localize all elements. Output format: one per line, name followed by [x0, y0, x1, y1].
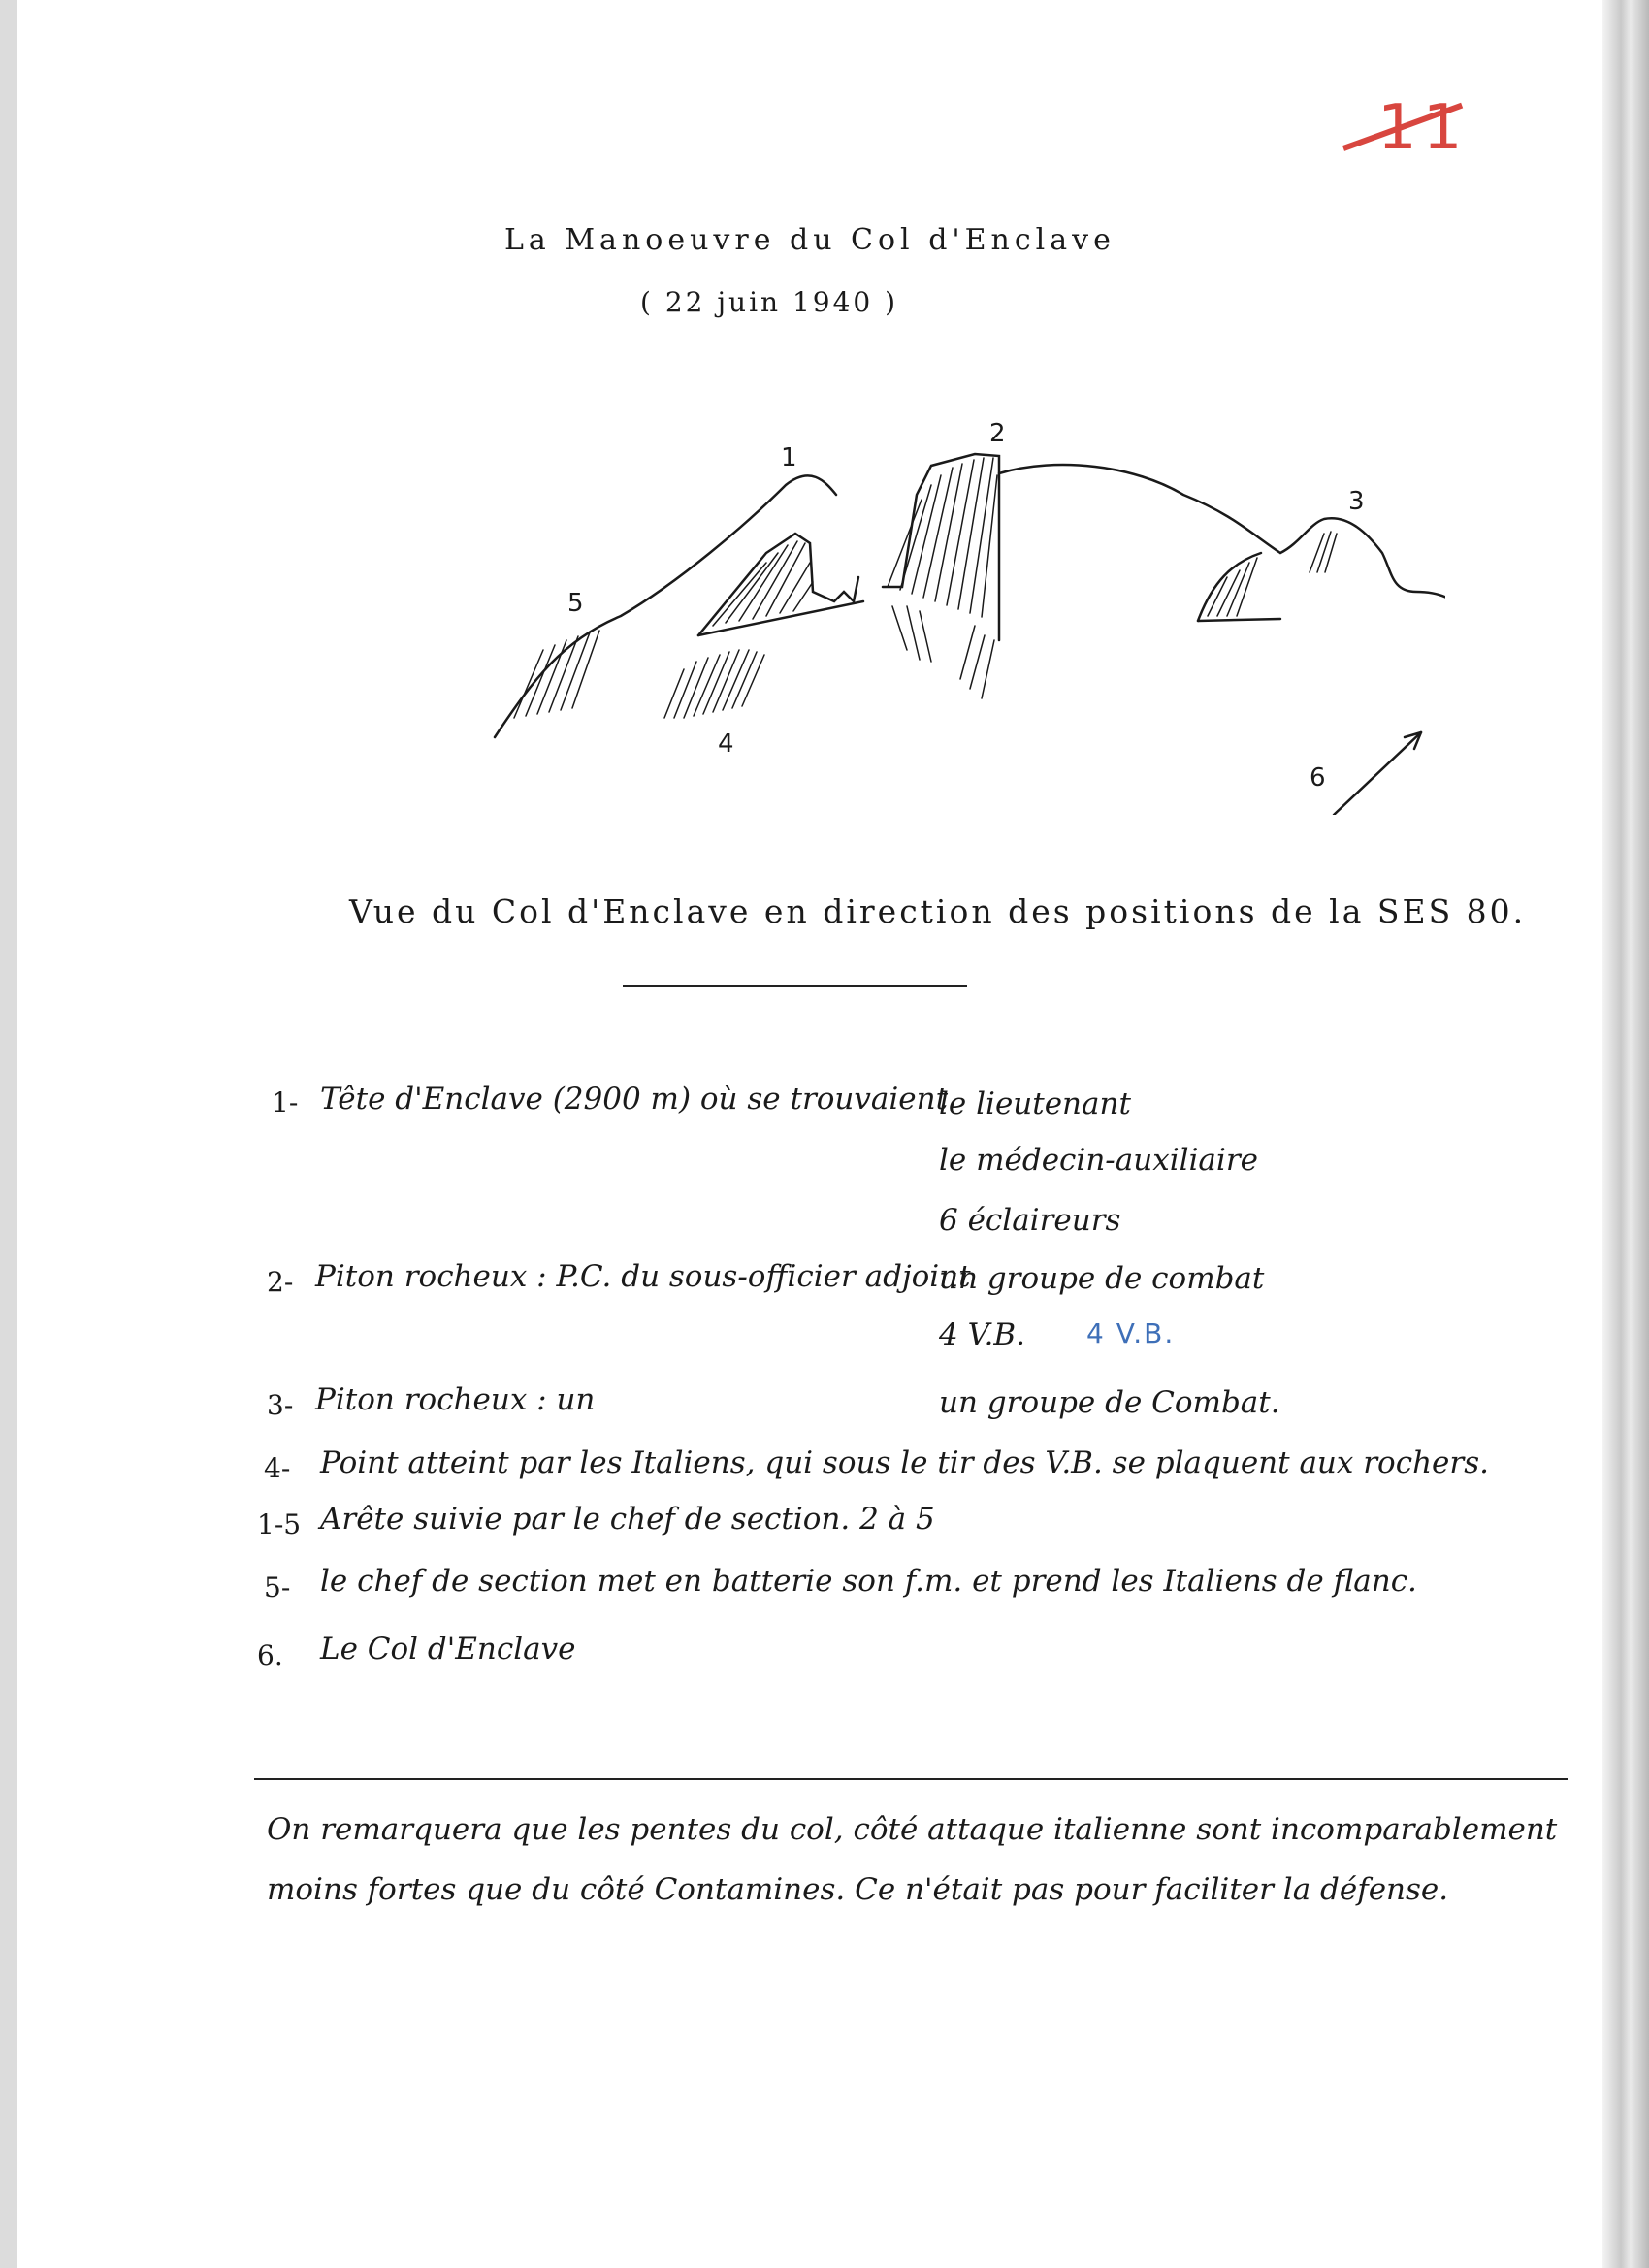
sketch-label-6: 6	[1310, 763, 1326, 793]
page-number: 11	[1377, 92, 1469, 164]
legend-text-1: Tête d'Enclave (2900 m) où se trouvaient	[320, 1082, 949, 1117]
legend-unit-2b: 4 V.B.	[939, 1317, 1026, 1352]
caption-divider	[623, 985, 967, 987]
scan-edge-right	[1602, 0, 1649, 2268]
remark-line-2: moins fortes que du côté Contamines. Ce n'était pas pour faciliter la défense.	[267, 1872, 1449, 1907]
legend-unit-3a: un groupe de Combat.	[939, 1385, 1280, 1420]
legend-number-1: 1-	[272, 1086, 299, 1118]
page-date: ( 22 juin 1940 )	[640, 286, 899, 318]
legend-text-1-5: Arête suivie par le chef de section. 2 à 5	[320, 1502, 935, 1537]
legend-note-2: 4 V.B.	[1086, 1317, 1176, 1349]
legend-number-1-5: 1-5	[257, 1508, 302, 1540]
legend-number-5: 5-	[264, 1571, 291, 1604]
page-title: La Manoeuvre du Col d'Enclave	[504, 223, 1116, 257]
sketch-label-2: 2	[989, 419, 1006, 448]
legend-text-2: Piton rocheux : P.C. du sous-officier adjoint	[315, 1259, 971, 1294]
legend-number-6: 6.	[257, 1639, 283, 1671]
sketch-caption: Vue du Col d'Enclave en direction des positions de la SES 80.	[349, 892, 1527, 930]
scan-edge-left	[0, 0, 17, 2268]
legend-unit-2a: un groupe de combat	[939, 1261, 1265, 1296]
legend-text-3: Piton rocheux : un	[315, 1382, 596, 1417]
legend-text-6: Le Col d'Enclave	[320, 1632, 576, 1667]
sketch-label-4: 4	[718, 729, 734, 759]
sketch-label-5: 5	[567, 589, 584, 618]
legend-unit-1b: le médecin-auxiliaire	[939, 1143, 1258, 1178]
sketch-label-1: 1	[781, 443, 797, 472]
sketch-label-3: 3	[1348, 487, 1365, 516]
remark-divider	[254, 1778, 1568, 1780]
legend-text-5: le chef de section met en batterie son f.m. et prend les Italiens de flanc.	[320, 1564, 1417, 1599]
mountain-sketch	[475, 407, 1445, 815]
legend-number-4: 4-	[264, 1452, 291, 1484]
legend-unit-1c: 6 éclaireurs	[939, 1203, 1121, 1238]
remark-line-1: On remarquera que les pentes du col, côté attaque italienne sont incomparablement	[267, 1812, 1558, 1847]
legend-unit-1a: le lieutenant	[939, 1086, 1131, 1121]
legend-number-3: 3-	[267, 1389, 294, 1421]
legend-number-2: 2-	[267, 1266, 294, 1298]
legend-text-4: Point atteint par les Italiens, qui sous le tir des V.B. se plaquent aux rochers.	[320, 1445, 1489, 1480]
